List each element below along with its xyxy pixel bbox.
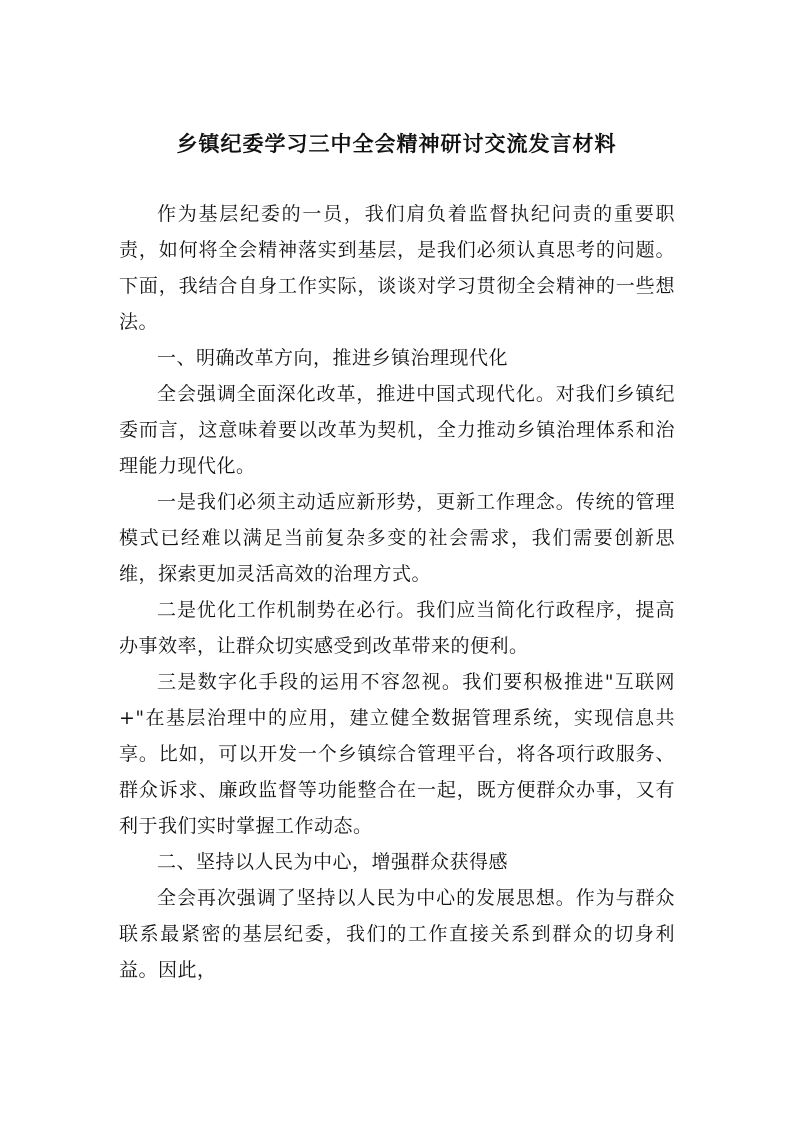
section-1-paragraph: 全会强调全面深化改革，推进中国式现代化。对我们乡镇纪委而言，这意味着要以改革为契机，全力推动乡镇治理体系和治理能力现代化。	[119, 383, 675, 477]
section-heading-2: 二、坚持以人民为中心，增强群众获得感	[157, 851, 509, 873]
point-2-paragraph: 二是优化工作机制势在必行。我们应当简化行政程序，提高办事效率，让群众切实感受到改革带来的便利。	[119, 599, 675, 657]
document-title: 乡镇纪委学习三中全会精神研讨交流发言材料	[176, 131, 617, 156]
point-1-paragraph: 一是我们必须主动适应新形势，更新工作理念。传统的管理模式已经难以满足当前复杂多变的社会需求，我们需要创新思维，探索更加灵活高效的治理方式。	[119, 491, 675, 585]
intro-paragraph: 作为基层纪委的一员，我们肩负着监督执纪问责的重要职责，如何将全会精神落实到基层，是我们必须认真思考的问题。下面，我结合自身工作实际，谈谈对学习贯彻全会精神的一些想法。	[119, 203, 675, 333]
section-heading-1: 一、明确改革方向，推进乡镇治理现代化	[157, 347, 509, 369]
document-body	[119, 196, 675, 988]
section-2-paragraph: 全会再次强调了坚持以人民为中心的发展思想。作为与群众联系最紧密的基层纪委，我们的工作直接关系到群众的切身利益。因此，	[119, 887, 675, 981]
point-3-paragraph: 三是数字化手段的运用不容忽视。我们要积极推进"互联网+"在基层治理中的应用，建立健全数据管理系统，实现信息共享。比如，可以开发一个乡镇综合管理平台，将各项行政服务、群众诉求、廉政监督等功能整合在一起，既方便群众办事，又有利于我们实时掌握工作动态。	[119, 671, 675, 837]
